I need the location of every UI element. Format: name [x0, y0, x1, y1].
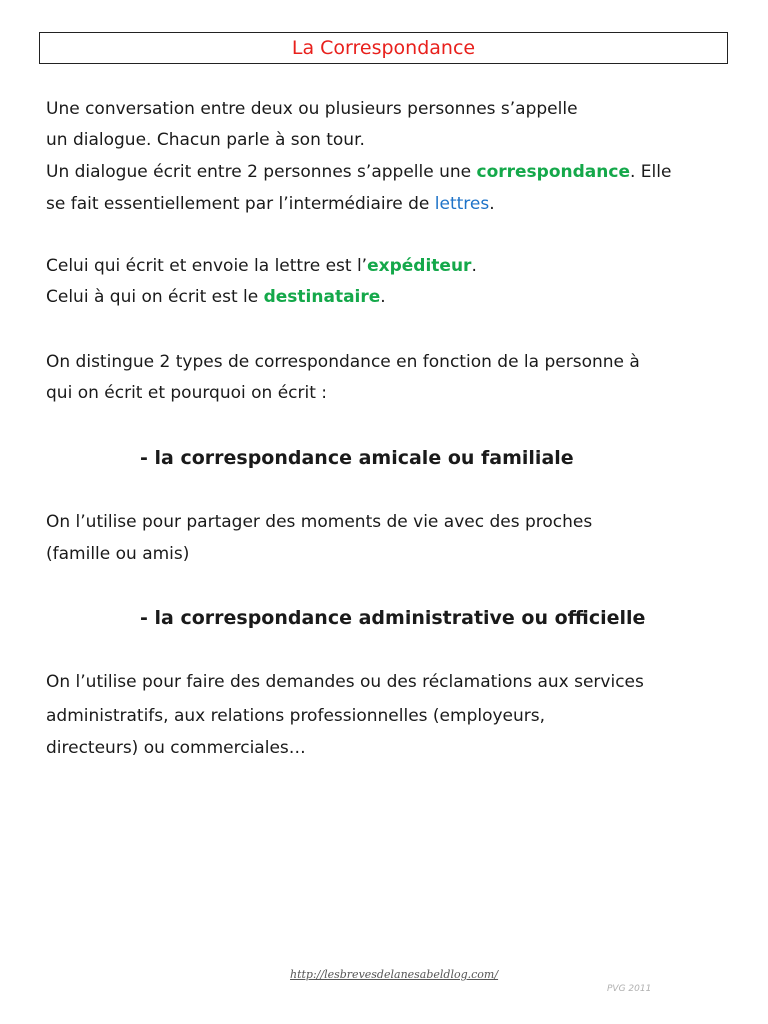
friendly-line-2: (famille ou amis) [46, 544, 190, 564]
intro-line-3 [46, 157, 671, 188]
term-lettres: lettres [434, 194, 490, 214]
sender-end: . [471, 256, 477, 276]
recipient-line [46, 282, 386, 313]
recipient-end: . [380, 287, 386, 307]
sender-text: Celui qui écrit et envoie la lettre est l’ [46, 256, 368, 276]
official-line-3: directeurs) ou commerciales… [46, 738, 306, 758]
term-expediteur: expéditeur [367, 256, 472, 276]
types-intro-line-2: qui on écrit et pourquoi on écrit : [46, 383, 328, 403]
sender-line [46, 251, 477, 282]
intro-line-4 [46, 189, 495, 220]
friendly-line-1: On l’utilise pour partager des moments de vie avec des proches [46, 512, 593, 532]
term-correspondance: correspondance [476, 162, 630, 182]
page-title: La Correspondance [39, 32, 728, 64]
official-line-2: administratifs, aux relations professionnelles (employeurs, [46, 706, 546, 726]
types-intro-line-1: On distingue 2 types de correspondance en fonction de la personne à [46, 352, 640, 372]
intro-line-2: un dialogue. Chacun parle à son tour. [46, 130, 365, 150]
intro-line-4-end: . [489, 194, 495, 214]
intro-line-3-end: . Elle [629, 162, 672, 182]
intro-line-4-text: se fait essentiellement par l’intermédiaire de [46, 194, 435, 214]
official-line-1: On l’utilise pour faire des demandes ou des réclamations aux services [46, 672, 644, 692]
term-destinataire: destinataire [263, 287, 381, 307]
heading-friendly: - la correspondance amicale ou familiale [140, 447, 574, 469]
recipient-text: Celui à qui on écrit est le [46, 287, 264, 307]
footer-credit: PVG 2011 [607, 984, 652, 994]
intro-line-1: Une conversation entre deux ou plusieurs personnes s’appelle [46, 99, 578, 119]
heading-official: - la correspondance administrative ou officielle [140, 607, 646, 629]
intro-line-3-text: Un dialogue écrit entre 2 personnes s’appelle une [46, 162, 477, 182]
footer-link[interactable]: http://lesbrevesdelanesabeldlog.com/ [290, 968, 499, 981]
